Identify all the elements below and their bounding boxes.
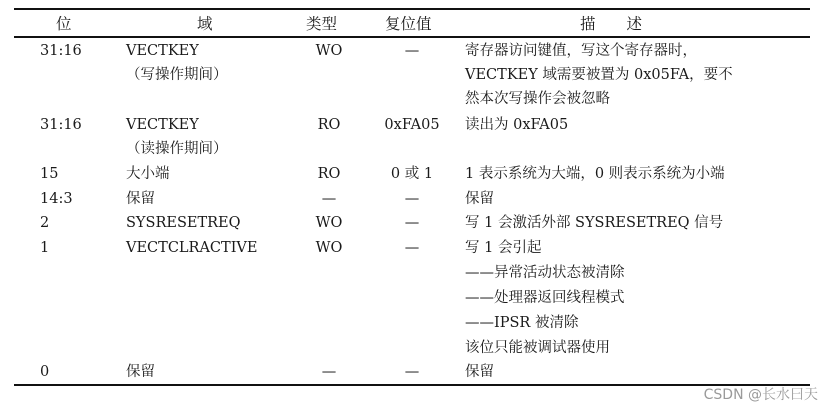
row-field: 保留 xyxy=(126,364,155,380)
row-desc-line: 读出为 0xFA05 xyxy=(465,117,569,133)
row-reset: 0 或 1 xyxy=(390,166,434,182)
csdn-watermark: CSDN @长水曰天 xyxy=(703,387,818,403)
row-reset: — xyxy=(404,191,420,207)
row-desc-line: ——处理器返回线程模式 xyxy=(465,290,625,306)
row-field: SYSRESETREQ xyxy=(126,215,241,231)
row-bit: 2 xyxy=(40,215,50,231)
row-reset: — xyxy=(404,240,420,256)
row-desc-line: 写 1 会引起 xyxy=(465,240,542,256)
row-desc-line: 保留 xyxy=(465,364,494,380)
row-field: 保留 xyxy=(126,191,155,207)
row-desc-line: 写 1 会激活外部 SYSRESETREQ 信号 xyxy=(465,215,724,231)
row-bit: 31:16 xyxy=(40,43,82,59)
row-desc-line: 然本次写操作会被忽略 xyxy=(465,91,610,107)
table-bottom-rule xyxy=(14,384,810,386)
row-type: RO xyxy=(317,117,341,133)
row-field-note: （写操作期间） xyxy=(126,67,228,83)
row-desc-line: 寄存器访问键值，写这个寄存器时， xyxy=(465,43,697,59)
row-field: VECTCLRACTIVE xyxy=(126,240,258,256)
header-type: 类型 xyxy=(306,15,338,33)
row-bit: 15 xyxy=(40,166,59,182)
row-bit: 14:3 xyxy=(40,191,73,207)
header-desc: 描 述 xyxy=(580,15,643,33)
row-type: WO xyxy=(315,215,343,231)
header-reset: 复位值 xyxy=(385,15,432,33)
row-reset: 0xFA05 xyxy=(384,117,440,133)
row-reset: — xyxy=(404,215,420,231)
row-desc-line: 保留 xyxy=(465,191,494,207)
row-field: VECTKEY xyxy=(126,117,199,133)
table-header-rule xyxy=(14,36,810,38)
row-field: VECTKEY xyxy=(126,43,199,59)
row-reset: — xyxy=(404,43,420,59)
row-field-note: （读操作期间） xyxy=(126,141,228,157)
row-desc-line: 该位只能被调试器使用 xyxy=(465,340,610,356)
header-bit: 位 xyxy=(56,15,72,33)
row-desc-line: ——异常活动状态被清除 xyxy=(465,265,625,281)
row-type: WO xyxy=(315,43,343,59)
row-bit: 31:16 xyxy=(40,117,82,133)
row-bit: 1 xyxy=(40,240,50,256)
row-desc-line: ——IPSR 被清除 xyxy=(465,315,579,331)
row-type: — xyxy=(321,191,337,207)
table-top-rule xyxy=(14,8,810,10)
row-reset: — xyxy=(404,364,420,380)
row-bit: 0 xyxy=(40,364,50,380)
row-desc-line: VECTKEY 域需要被置为 0x05FA，要不 xyxy=(465,67,733,83)
row-field: 大小端 xyxy=(126,166,170,182)
header-field: 域 xyxy=(197,15,213,33)
row-type: WO xyxy=(315,240,343,256)
row-type: RO xyxy=(317,166,341,182)
row-type: — xyxy=(321,364,337,380)
row-desc-line: 1 表示系统为大端，0 则表示系统为小端 xyxy=(465,166,725,182)
